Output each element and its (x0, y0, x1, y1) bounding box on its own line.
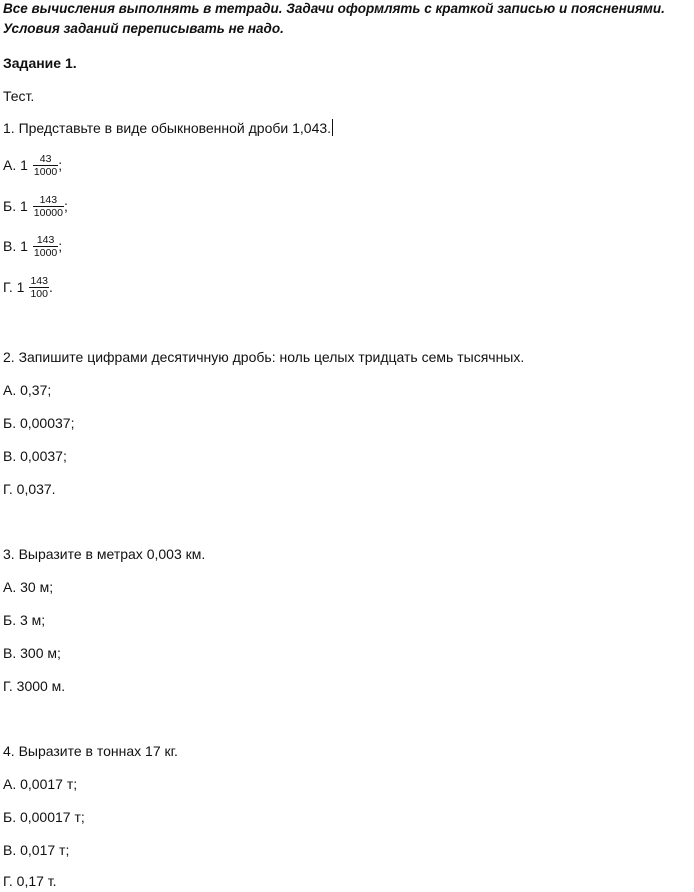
option-prefix: Г. 1 (3, 279, 25, 295)
option-suffix: . (48, 279, 53, 295)
question-1-option-g (3, 272, 53, 302)
question-2-option-v: В. 0,0037; (3, 448, 67, 464)
question-1-text (3, 119, 333, 137)
question-2-option-a: А. 0,37; (3, 382, 52, 398)
question-3-option-a: А. 30 м; (3, 579, 54, 595)
question-4-option-v: В. 0,017 т; (3, 842, 70, 858)
fraction-denominator: 1000 (33, 165, 58, 178)
question-4-text: 4. Выразите в тоннах 17 кг. (3, 743, 178, 759)
question-4-option-b: Б. 0,00017 т; (3, 809, 85, 825)
fraction (29, 275, 49, 300)
intro-line-2: Условия заданий переписывать не надо. (3, 21, 284, 36)
option-prefix: В. 1 (3, 238, 28, 254)
fraction-numerator: 43 (33, 153, 58, 166)
intro-line-1: Все вычисления выполнять в тетради. Задачи оформлять с краткой записью и пояснениями. (3, 1, 665, 16)
question-1-label: 1. Представьте в виде обыкновенной дроби 1,043. (3, 120, 332, 136)
fraction-denominator: 100 (30, 287, 48, 300)
question-3-option-b: Б. 3 м; (3, 612, 46, 628)
fraction-numerator: 143 (33, 194, 64, 207)
option-suffix: ; (58, 238, 63, 254)
fraction (33, 234, 58, 259)
fraction (33, 153, 58, 178)
option-prefix: А. 1 (3, 157, 28, 173)
question-2-option-g: Г. 0,037. (3, 481, 56, 497)
text-cursor (332, 119, 333, 136)
fraction-denominator: 1000 (33, 246, 58, 259)
question-3-option-g: Г. 3000 м. (3, 678, 66, 694)
question-2-text: 2. Запишите цифрами десятичную дробь: ноль целых тридцать семь тысячных. (3, 349, 525, 365)
question-3-text: 3. Выразите в метрах 0,003 км. (3, 546, 206, 562)
question-2-option-b: Б. 0,00037; (3, 415, 75, 431)
fraction-numerator: 143 (33, 234, 58, 247)
option-suffix: ; (58, 157, 63, 173)
question-1-option-v (3, 231, 62, 261)
question-4-option-g: Г. 0,17 т. (3, 873, 57, 889)
test-label: Тест. (3, 88, 35, 104)
fraction (33, 194, 64, 219)
fraction-numerator: 143 (30, 274, 48, 287)
option-prefix: Б. 1 (3, 198, 28, 214)
question-1-option-b (3, 191, 68, 221)
fraction-denominator: 10000 (33, 206, 63, 219)
task-heading: Задание 1. (3, 55, 77, 71)
question-3-option-v: В. 300 м; (3, 645, 61, 661)
option-suffix: ; (63, 198, 68, 214)
question-4-option-a: А. 0,0017 т; (3, 776, 78, 792)
question-1-option-a (3, 150, 62, 180)
